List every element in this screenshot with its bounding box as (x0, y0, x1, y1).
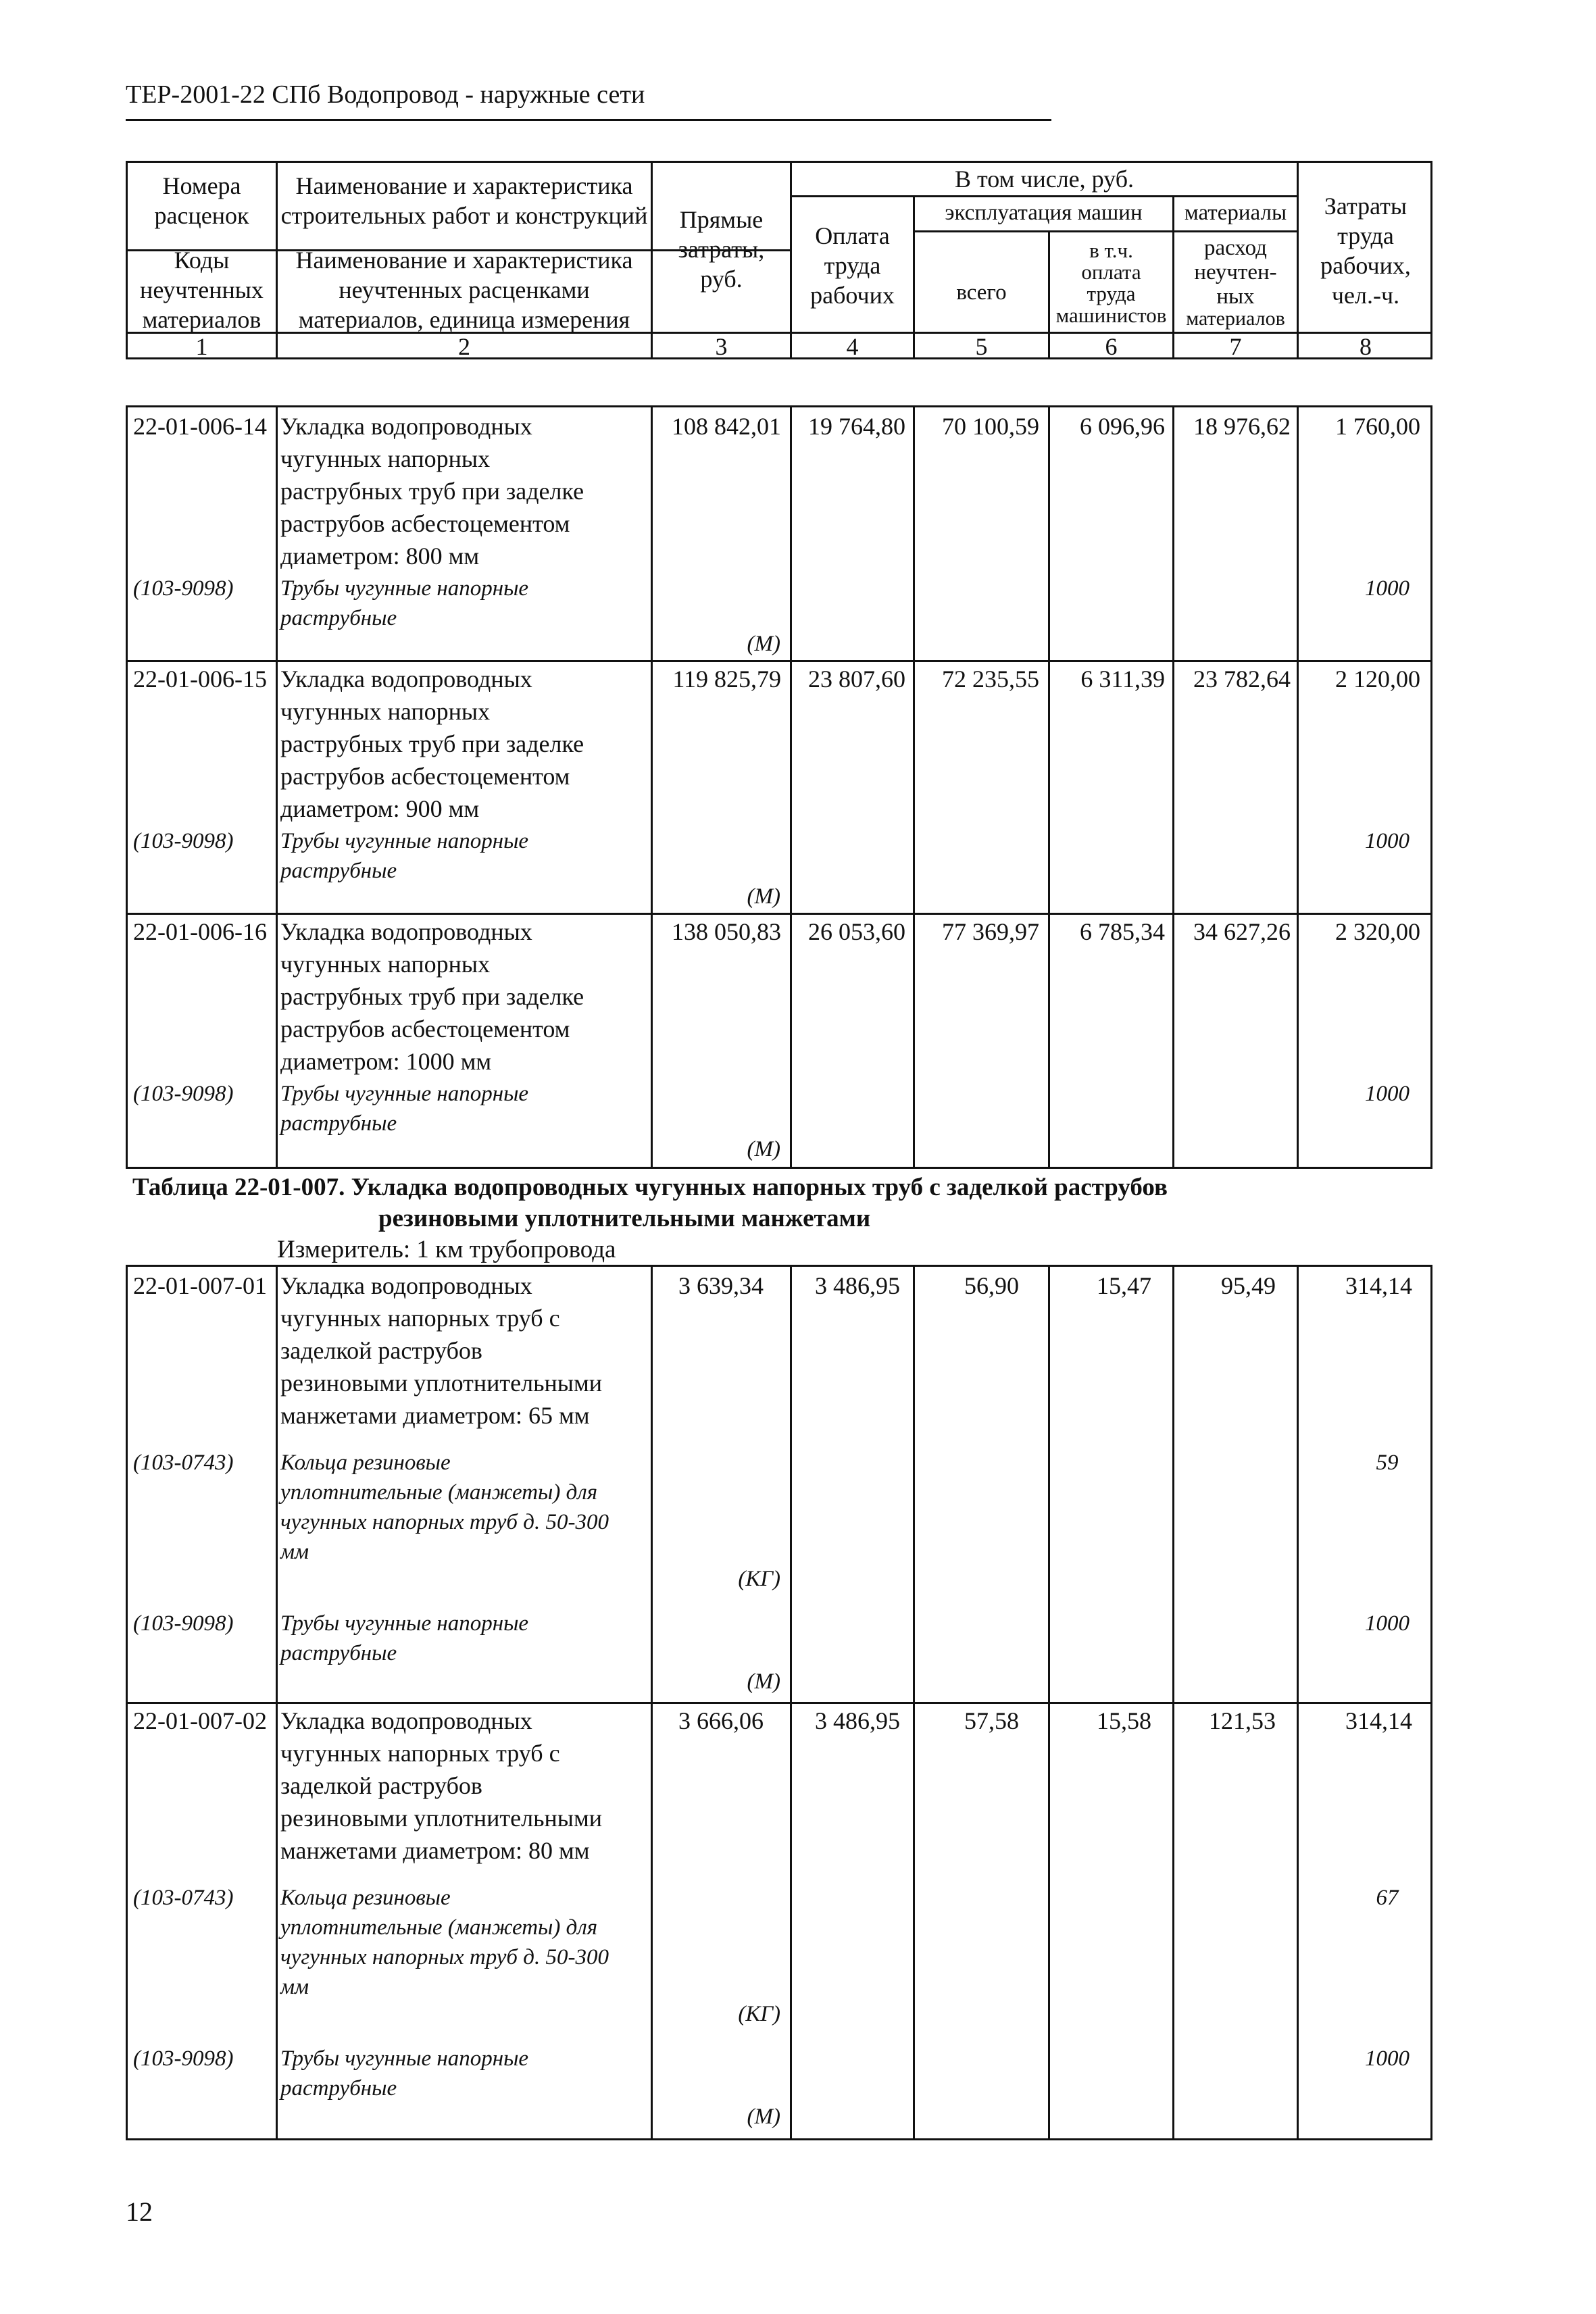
rate-description: Укладка водопроводных чугунных напорных раструбных труб при заделке раструбов асбестоцементом диаметром: 800 мм (280, 413, 584, 570)
col-divider (790, 407, 792, 1167)
rate-description: Укладка водопроводных чугунных напорных раструбных труб при заделке раструбов асбестоцементом диаметром: 900 мм (280, 665, 584, 822)
material-unit: (КГ) (738, 2002, 780, 2026)
material-description: Трубы чугунные напорные раструбные (280, 1082, 529, 1136)
materials-cost: 121,53 (1209, 1707, 1276, 1734)
material-unit: (М) (747, 1137, 780, 1161)
header-rule (126, 119, 1051, 121)
machine-cost: 77 369,97 (942, 918, 1039, 945)
hdr-col3: Прямые затраты, руб. (678, 206, 765, 293)
hdr-colnum: 7 (1229, 333, 1242, 360)
labor-cost: 23 807,60 (808, 665, 905, 693)
hdr-colnum: 6 (1105, 333, 1118, 360)
machinist-cost: 6 785,34 (1080, 918, 1165, 945)
col-divider (913, 407, 915, 1167)
labor-cost: 19 764,80 (808, 413, 905, 440)
material-code: (103-9098) (133, 1611, 234, 1636)
hdr-col5: всего (956, 280, 1007, 305)
direct-cost: 3 639,34 (678, 1272, 764, 1299)
machine-cost: 57,58 (964, 1707, 1019, 1734)
rate-code: 22-01-006-16 (133, 918, 267, 945)
row-divider (128, 1702, 1430, 1704)
materials-cost: 23 782,64 (1193, 665, 1291, 693)
column-header-table (126, 161, 1432, 359)
material-quantity: 1000 (1365, 576, 1410, 601)
rate-code: 22-01-007-02 (133, 1707, 267, 1734)
material-quantity: 1000 (1365, 2046, 1410, 2071)
hdr-colnum: 5 (975, 333, 988, 360)
labor-hours: 2 320,00 (1335, 918, 1420, 945)
col-divider (1048, 407, 1050, 1167)
machine-cost: 72 235,55 (942, 665, 1039, 693)
machinist-cost: 6 096,96 (1080, 413, 1165, 440)
material-description: Трубы чугунные напорные раструбные (280, 829, 529, 883)
labor-hours: 1 760,00 (1335, 413, 1420, 440)
hdr-col7: расход неучтен- ных материалов (1186, 236, 1285, 330)
hdr-colnum: 8 (1360, 333, 1372, 360)
machinist-cost: 6 311,39 (1080, 665, 1165, 693)
direct-cost: 3 666,06 (678, 1707, 764, 1734)
material-description: Трубы чугунные напорные раструбные (280, 1611, 529, 1665)
row-divider (128, 660, 1430, 662)
material-unit: (М) (747, 2105, 780, 2129)
measurement-unit (277, 1235, 616, 1264)
hdr-col2-top: Наименование и характеристика строительных работ и конструкций (280, 172, 648, 229)
hdr-machines: эксплуатация машин (945, 201, 1143, 225)
col-divider (1172, 407, 1174, 1167)
table-caption-continued: резиновыми уплотнительными манжетами (378, 1205, 871, 1232)
material-unit: (М) (747, 1669, 780, 1694)
hdr-hline (913, 230, 1297, 232)
hdr-col1-top: Номера расценок (154, 172, 249, 229)
document-header-title: ТЕР-2001-22 СПб Водопровод - наружные сети (126, 80, 645, 109)
rate-description: Укладка водопроводных чугунных напорных труб с заделкой раструбов резиновыми уплотнительными манжетами диаметром: 80 мм (280, 1707, 603, 1864)
rate-description: Укладка водопроводных чугунных напорных раструбных труб при заделке раструбов асбестоцементом диаметром: 1000 мм (280, 918, 584, 1075)
material-quantity: 1000 (1365, 1611, 1410, 1636)
material-unit: (М) (747, 632, 780, 656)
labor-hours: 314,14 (1345, 1272, 1412, 1299)
hdr-col8: Затраты труда рабочих, чел.-ч. (1320, 193, 1411, 309)
material-quantity: 67 (1376, 1886, 1399, 1910)
hdr-colnum: 4 (846, 333, 859, 360)
direct-cost: 138 050,83 (672, 918, 781, 945)
row-divider (128, 913, 1430, 915)
machinist-cost: 15,58 (1097, 1707, 1151, 1734)
material-code: (103-9098) (133, 2046, 234, 2071)
labor-hours: 2 120,00 (1335, 665, 1420, 693)
materials-cost: 95,49 (1221, 1272, 1276, 1299)
material-code: (103-0743) (133, 1886, 234, 1910)
machine-cost: 70 100,59 (942, 413, 1039, 440)
hdr-colnum: 3 (715, 333, 728, 360)
rates-table-006 (126, 405, 1432, 1169)
labor-cost: 3 486,95 (815, 1707, 900, 1734)
hdr-col6: в т.ч. оплата труда машинистов (1055, 238, 1167, 327)
hdr-col2-bottom: Наименование и характеристика неучтенных расценками материалов, единица измерения (295, 247, 633, 333)
material-code: (103-9098) (133, 576, 234, 601)
material-description: Кольца резиновые уплотнительные (манжеты) для чугунных напорных труб д. 50-300 мм (280, 1886, 609, 1999)
col-divider (276, 407, 278, 1167)
labor-cost: 3 486,95 (815, 1272, 900, 1299)
hdr-colnum: 1 (195, 333, 208, 360)
material-quantity: 1000 (1365, 1082, 1410, 1106)
material-code: (103-0743) (133, 1451, 234, 1475)
material-quantity: 1000 (1365, 829, 1410, 853)
page-number: 12 (126, 2196, 153, 2227)
direct-cost: 119 825,79 (672, 665, 781, 693)
material-code: (103-9098) (133, 1082, 234, 1106)
hdr-hline (790, 195, 1297, 197)
hdr-colnum: 2 (458, 333, 470, 360)
hdr-col1-bottom: Коды неучтенных материалов (140, 247, 264, 333)
rate-code: 22-01-006-15 (133, 665, 267, 693)
material-unit: (КГ) (738, 1567, 780, 1591)
material-quantity: 59 (1376, 1451, 1399, 1475)
hdr-group-included: В том числе, руб. (954, 166, 1134, 193)
material-unit: (М) (747, 884, 780, 909)
material-code: (103-9098) (133, 829, 234, 853)
material-description: Трубы чугунные напорные раструбные (280, 2046, 529, 2101)
hdr-col4: Оплата труда рабочих (810, 222, 895, 309)
table-caption: Таблица 22-01-007. Укладка водопроводных чугунных напорных труб с заделкой раструбов (132, 1174, 1168, 1201)
materials-cost: 18 976,62 (1193, 413, 1291, 440)
labor-cost: 26 053,60 (808, 918, 905, 945)
col-divider (1297, 407, 1299, 1167)
machine-cost: 56,90 (964, 1272, 1019, 1299)
measurement-unit-text: Измеритель: 1 км трубопровода (277, 1236, 616, 1263)
material-description: Кольца резиновые уплотнительные (манжеты) для чугунных напорных труб д. 50-300 мм (280, 1451, 609, 1564)
hdr-materials: материалы (1184, 201, 1287, 225)
rate-code: 22-01-006-14 (133, 413, 267, 440)
rate-description: Укладка водопроводных чугунных напорных труб с заделкой раструбов резиновыми уплотнительными манжетами диаметром: 65 мм (280, 1272, 603, 1429)
material-description: Трубы чугунные напорные раструбные (280, 576, 529, 630)
labor-hours: 314,14 (1345, 1707, 1412, 1734)
rates-table-007 (126, 1265, 1432, 2140)
materials-cost: 34 627,26 (1193, 918, 1291, 945)
rate-code: 22-01-007-01 (133, 1272, 267, 1299)
direct-cost: 108 842,01 (672, 413, 781, 440)
machinist-cost: 15,47 (1097, 1272, 1151, 1299)
